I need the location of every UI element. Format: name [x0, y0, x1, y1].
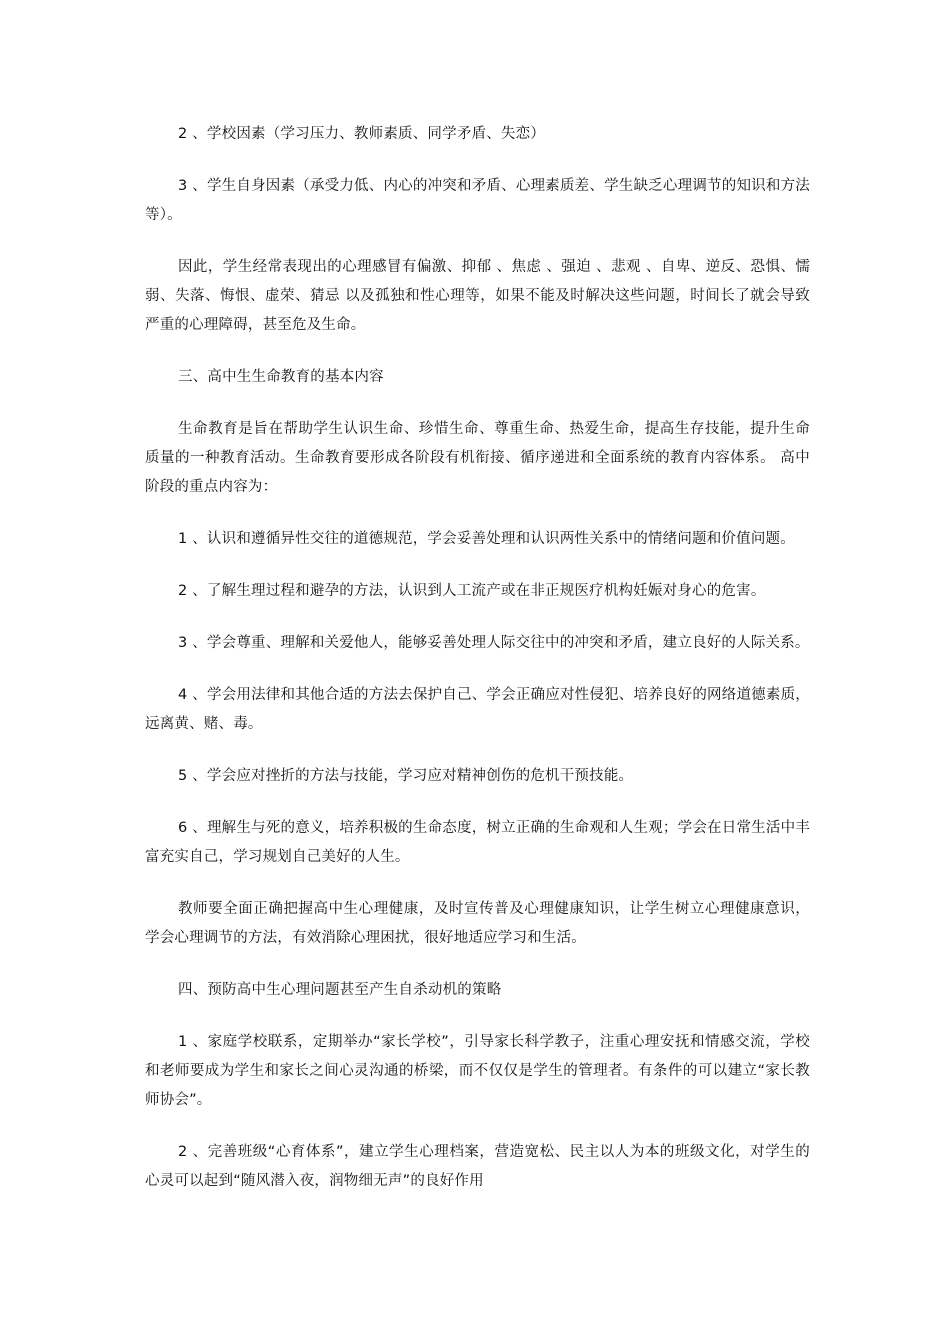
list-item-2: 2 、了解生理过程和避孕的方法，认识到人工流产或在非正规医疗机构妊娠对身心的危害。: [178, 583, 766, 599]
section-heading-life-education: 三、高中生生命教育的基本内容: [178, 369, 384, 385]
list-item-4: 4 、学会用法律和其他合适的方法去保护自己、学会正确应对性侵犯、培养良好的网络道德素质，远离黄、赌、毒。: [145, 687, 810, 732]
paragraph-school-factors: 2 、学校因素（学习压力、教师素质、同学矛盾、失恋）: [178, 126, 546, 142]
list-item-5: 5 、学会应对挫折的方法与技能，学习应对精神创伤的危机干预技能。: [178, 768, 634, 784]
document-body: [145, 120, 815, 1219]
list-item-6: 6 、理解生与死的意义，培养积极的生命态度，树立正确的生命观和人生观；学会在日常生活中丰富充实自己，学习规划自己美好的人生。: [145, 820, 810, 865]
paragraph-psychological-symptoms: 因此，学生经常表现出的心理感冒有偏激、抑郁 、焦虑 、强迫 、悲观 、自卑、逆反、恐惧、懦弱、失落、悔恨、虚荣、猜忌 以及孤独和性心理等，如果不能及时解决这些问题，时间长了就会导致严重的心理障碍，甚至危及生命。: [145, 259, 810, 333]
paragraph-life-education-definition: 生命教育是旨在帮助学生认识生命、珍惜生命、尊重生命、热爱生命，提高生存技能，提升生命质量的一种教育活动。生命教育要形成各阶段有机衔接、循序递进和全面系统的教育内容体系。 高中阶段的重点内容为：: [145, 421, 810, 495]
list-item-1: 1 、认识和遵循异性交往的道德规范，学会妥善处理和认识两性关系中的情绪问题和价值问题。: [178, 531, 795, 547]
strategy-item-1: 1 、家庭学校联系，定期举办“家长学校”，引导家长科学教子，注重心理安抚和情感交流，学校和老师要成为学生和家长之间心灵沟通的桥梁，而不仅仅是学生的管理者。有条件的可以建立“家长教师协会”。: [145, 1034, 810, 1108]
list-item-3: 3 、学会尊重、理解和关爱他人，能够妥善处理人际交往中的冲突和矛盾，建立良好的人际关系。: [178, 635, 810, 651]
section-heading-prevention-strategies: 四、预防高中生心理问题甚至产生自杀动机的策略: [178, 982, 502, 998]
paragraph-student-factors: 3 、学生自身因素（承受力低、内心的冲突和矛盾、心理素质差、学生缺乏心理调节的知识和方法等）。: [145, 178, 810, 223]
paragraph-teacher-role: 教师要全面正确把握高中生心理健康，及时宣传普及心理健康知识，让学生树立心理健康意识， 学会心理调节的方法，有效消除心理困扰，很好地适应学习和生活。: [145, 901, 815, 946]
strategy-item-2: 2 、完善班级“心育体系”，建立学生心理档案，营造宽松、民主以人为本的班级文化，对学生的心灵可以起到“随风潜入夜，润物细无声”的良好作用: [145, 1144, 810, 1189]
